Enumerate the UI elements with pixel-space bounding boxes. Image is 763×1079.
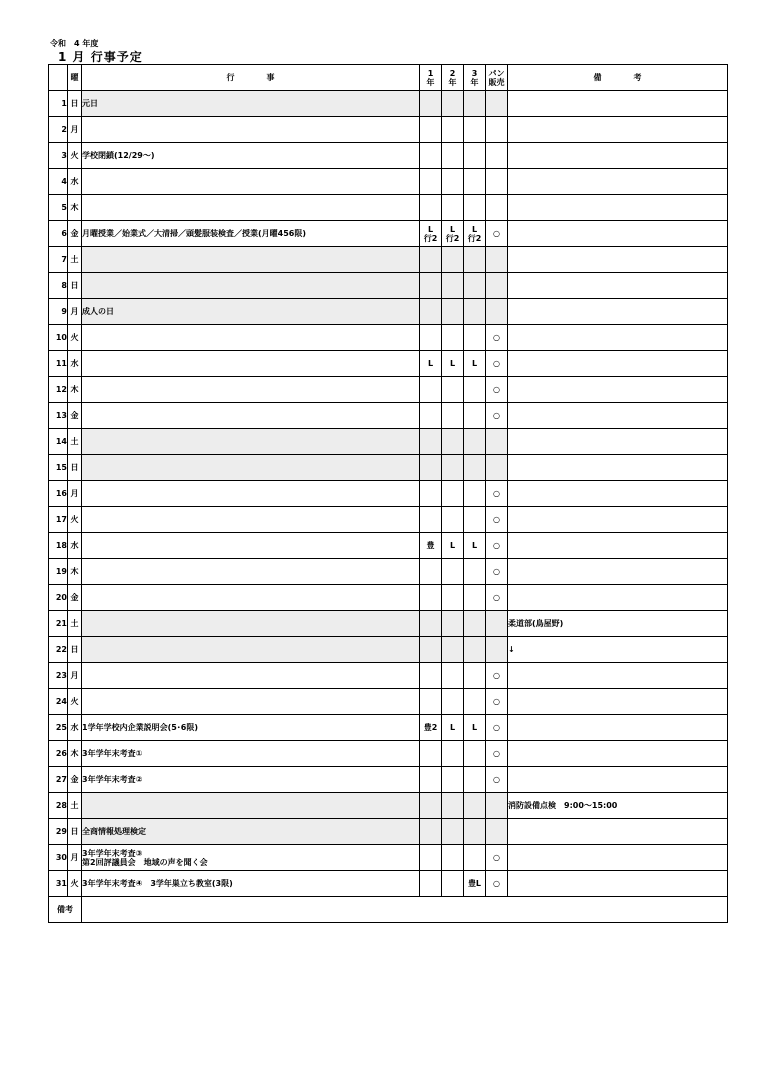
table-row [49,819,728,845]
day-cell: 31 [49,871,68,897]
year2-cell [442,637,464,663]
year3-cell [464,793,486,819]
bread-sale-cell [486,429,508,455]
year2-cell [442,273,464,299]
table-row [49,559,728,585]
note-cell [508,533,728,559]
note-cell [508,247,728,273]
bread-sale-cell [486,195,508,221]
year2-cell [442,689,464,715]
day-cell: 18 [49,533,68,559]
event-cell [82,507,420,533]
event-cell [82,429,420,455]
year3-cell [464,585,486,611]
table-row [49,143,728,169]
year1-cell [420,481,442,507]
note-cell [508,169,728,195]
bread-sale-cell: ○ [486,767,508,793]
year3-cell [464,637,486,663]
bread-sale-cell [486,455,508,481]
year3-cell: L [464,715,486,741]
note-cell [508,195,728,221]
year3-cell [464,91,486,117]
day-cell: 29 [49,819,68,845]
dow-cell: 水 [68,169,82,195]
dow-cell: 日 [68,455,82,481]
day-cell: 26 [49,741,68,767]
header-dow: 曜 [68,65,82,91]
header-year2: 2 年 [442,65,464,91]
day-cell: 17 [49,507,68,533]
note-cell [508,377,728,403]
year3-cell [464,819,486,845]
bread-sale-cell [486,91,508,117]
dow-cell: 金 [68,403,82,429]
note-cell [508,845,728,871]
dow-cell: 土 [68,429,82,455]
year2-cell: L [442,533,464,559]
bread-sale-cell [486,169,508,195]
table-row [49,325,728,351]
event-cell [82,377,420,403]
table-row [49,169,728,195]
year1-cell [420,273,442,299]
day-cell: 19 [49,559,68,585]
table-row [49,273,728,299]
table-row [49,429,728,455]
year1-cell [420,169,442,195]
year1-cell [420,585,442,611]
table-row [49,871,728,897]
table-row [49,793,728,819]
table-row [49,533,728,559]
event-cell [82,247,420,273]
event-cell [82,325,420,351]
header-day [49,65,68,91]
year1-cell [420,429,442,455]
event-cell [82,455,420,481]
year1-cell [420,611,442,637]
event-cell [82,481,420,507]
event-cell [82,611,420,637]
table-row [49,689,728,715]
year1-cell: L [420,351,442,377]
note-cell [508,273,728,299]
year1-cell [420,117,442,143]
fiscal-year-label: 令和 4 年度 [50,39,99,48]
table-row [49,91,728,117]
event-cell [82,663,420,689]
note-cell [508,689,728,715]
dow-cell: 火 [68,507,82,533]
note-cell [508,819,728,845]
day-cell: 15 [49,455,68,481]
dow-cell: 水 [68,715,82,741]
bread-sale-cell: ○ [486,741,508,767]
bread-sale-cell [486,637,508,663]
bread-sale-cell [486,611,508,637]
year1-cell [420,689,442,715]
table-row [49,403,728,429]
bread-sale-cell: ○ [486,533,508,559]
year2-cell [442,559,464,585]
note-cell [508,663,728,689]
note-cell [508,559,728,585]
year3-cell [464,663,486,689]
event-cell: 3年学年末考査④ 3学年巣立ち教室(3限) [82,871,420,897]
year2-cell: L 行2 [442,221,464,247]
bread-sale-cell: ○ [486,403,508,429]
note-cell [508,299,728,325]
dow-cell: 火 [68,143,82,169]
dow-cell: 月 [68,481,82,507]
year2-cell [442,325,464,351]
bread-sale-cell: ○ [486,715,508,741]
day-cell: 7 [49,247,68,273]
note-cell: ↓ [508,637,728,663]
year1-cell [420,195,442,221]
event-cell [82,351,420,377]
header-year3: 3 年 [464,65,486,91]
note-cell: 消防設備点検 9:00～15:00 [508,793,728,819]
note-cell [508,143,728,169]
dow-cell: 木 [68,741,82,767]
day-cell: 10 [49,325,68,351]
year2-cell [442,247,464,273]
bread-sale-cell: ○ [486,689,508,715]
note-cell [508,585,728,611]
year2-cell: L [442,351,464,377]
table-row [49,715,728,741]
bread-sale-cell: ○ [486,221,508,247]
year3-cell [464,845,486,871]
year2-cell [442,143,464,169]
year2-cell [442,611,464,637]
year3-cell [464,689,486,715]
dow-cell: 土 [68,247,82,273]
table-row [49,767,728,793]
bread-sale-cell: ○ [486,845,508,871]
note-cell [508,403,728,429]
dow-cell: 土 [68,611,82,637]
event-cell [82,273,420,299]
event-cell [82,169,420,195]
dow-cell: 水 [68,351,82,377]
event-cell: 元日 [82,91,420,117]
day-cell: 30 [49,845,68,871]
year3-cell: L [464,351,486,377]
note-cell [508,351,728,377]
remarks-row [49,897,728,923]
note-cell [508,429,728,455]
day-cell: 13 [49,403,68,429]
remarks-area [82,897,728,923]
dow-cell: 日 [68,637,82,663]
year3-cell [464,481,486,507]
year2-cell [442,91,464,117]
event-cell: 3年学年末考査① [82,741,420,767]
day-cell: 14 [49,429,68,455]
note-cell [508,715,728,741]
year3-cell [464,507,486,533]
year1-cell [420,507,442,533]
year3-cell [464,143,486,169]
year2-cell [442,299,464,325]
event-cell [82,793,420,819]
event-cell [82,117,420,143]
dow-cell: 木 [68,377,82,403]
year2-cell [442,429,464,455]
year2-cell [442,195,464,221]
dow-cell: 月 [68,845,82,871]
year3-cell [464,455,486,481]
note-cell [508,117,728,143]
year2-cell [442,819,464,845]
note-cell [508,871,728,897]
event-cell: 3年学年末考査② [82,767,420,793]
event-cell [82,637,420,663]
bread-sale-cell: ○ [486,663,508,689]
header-note: 備 考 [508,65,728,91]
bread-sale-cell: ○ [486,377,508,403]
year2-cell [442,663,464,689]
dow-cell: 火 [68,871,82,897]
dow-cell: 火 [68,689,82,715]
day-cell: 28 [49,793,68,819]
year2-cell [442,377,464,403]
dow-cell: 水 [68,533,82,559]
event-cell [82,195,420,221]
table-row [49,117,728,143]
bread-sale-cell: ○ [486,351,508,377]
year1-cell [420,663,442,689]
note-cell [508,221,728,247]
bread-sale-cell [486,143,508,169]
bread-sale-cell: ○ [486,507,508,533]
year2-cell [442,117,464,143]
year2-cell [442,455,464,481]
year1-cell [420,871,442,897]
year3-cell [464,559,486,585]
year2-cell [442,481,464,507]
year1-cell [420,377,442,403]
day-cell: 23 [49,663,68,689]
year1-cell: 豊2 [420,715,442,741]
remarks-label: 備考 [49,897,82,923]
year1-cell: 豊 [420,533,442,559]
day-cell: 9 [49,299,68,325]
year1-cell [420,455,442,481]
table-row [49,481,728,507]
bread-sale-cell: ○ [486,559,508,585]
event-cell: 3年学年末考査③ 第2回評議員会 地域の声を聞く会 [82,845,420,871]
event-cell: 全商情報処理検定 [82,819,420,845]
dow-cell: 土 [68,793,82,819]
year2-cell [442,507,464,533]
bread-sale-cell [486,819,508,845]
bread-sale-cell [486,793,508,819]
year3-cell [464,611,486,637]
table-row [49,377,728,403]
note-cell [508,325,728,351]
year3-cell [464,741,486,767]
year2-cell [442,767,464,793]
year3-cell: 豊L [464,871,486,897]
header-event: 行 事 [82,65,420,91]
dow-cell: 金 [68,767,82,793]
table-row [49,637,728,663]
day-cell: 2 [49,117,68,143]
event-cell [82,585,420,611]
bread-sale-cell [486,247,508,273]
day-cell: 25 [49,715,68,741]
event-cell: 1学年学校内企業説明会(5･6限) [82,715,420,741]
year3-cell [464,195,486,221]
year1-cell [420,637,442,663]
day-cell: 8 [49,273,68,299]
year3-cell [464,377,486,403]
table-row [49,221,728,247]
year3-cell [464,117,486,143]
year3-cell: L [464,533,486,559]
year2-cell [442,845,464,871]
note-cell [508,481,728,507]
year1-cell [420,91,442,117]
schedule-table [48,64,728,923]
dow-cell: 木 [68,195,82,221]
event-cell [82,689,420,715]
table-row [49,195,728,221]
year3-cell [464,403,486,429]
year3-cell: L 行2 [464,221,486,247]
year3-cell [464,325,486,351]
dow-cell: 日 [68,819,82,845]
year1-cell [420,299,442,325]
day-cell: 22 [49,637,68,663]
table-row [49,299,728,325]
table-row [49,663,728,689]
year1-cell [420,559,442,585]
dow-cell: 月 [68,663,82,689]
bread-sale-cell: ○ [486,325,508,351]
note-cell [508,741,728,767]
year2-cell: L [442,715,464,741]
year1-cell: L 行2 [420,221,442,247]
year1-cell [420,767,442,793]
table-row [49,455,728,481]
event-cell: 月曜授業／始業式／大清掃／頭髪服装検査／授業(月曜456限) [82,221,420,247]
event-cell: 成人の日 [82,299,420,325]
day-cell: 24 [49,689,68,715]
event-cell [82,559,420,585]
table-row [49,585,728,611]
table-row [49,741,728,767]
year3-cell [464,169,486,195]
note-cell [508,91,728,117]
day-cell: 16 [49,481,68,507]
bread-sale-cell: ○ [486,871,508,897]
year2-cell [442,741,464,767]
table-row [49,247,728,273]
day-cell: 4 [49,169,68,195]
event-cell [82,533,420,559]
day-cell: 21 [49,611,68,637]
year2-cell [442,793,464,819]
note-cell [508,455,728,481]
event-cell [82,403,420,429]
year1-cell [420,325,442,351]
year2-cell [442,403,464,429]
table-row [49,845,728,871]
note-cell: 柔道部(鳥屋野) [508,611,728,637]
day-cell: 3 [49,143,68,169]
dow-cell: 日 [68,273,82,299]
year2-cell [442,585,464,611]
table-row [49,507,728,533]
day-cell: 11 [49,351,68,377]
year1-cell [420,247,442,273]
dow-cell: 金 [68,585,82,611]
year2-cell [442,871,464,897]
year3-cell [464,767,486,793]
bread-sale-cell [486,273,508,299]
day-cell: 5 [49,195,68,221]
day-cell: 6 [49,221,68,247]
table-row [49,611,728,637]
year1-cell [420,793,442,819]
header-row [49,65,728,91]
year1-cell [420,741,442,767]
day-cell: 20 [49,585,68,611]
year3-cell [464,429,486,455]
year1-cell [420,143,442,169]
table-row [49,351,728,377]
year3-cell [464,273,486,299]
event-cell: 学校閉鎖(12/29～) [82,143,420,169]
year3-cell [464,247,486,273]
dow-cell: 月 [68,299,82,325]
header-bread-sale: パン 販売 [486,65,508,91]
bread-sale-cell [486,299,508,325]
year2-cell [442,169,464,195]
bread-sale-cell [486,117,508,143]
day-cell: 27 [49,767,68,793]
bread-sale-cell: ○ [486,585,508,611]
year1-cell [420,403,442,429]
dow-cell: 日 [68,91,82,117]
dow-cell: 火 [68,325,82,351]
header-year1: 1 年 [420,65,442,91]
note-cell [508,507,728,533]
dow-cell: 木 [68,559,82,585]
day-cell: 1 [49,91,68,117]
year1-cell [420,845,442,871]
dow-cell: 金 [68,221,82,247]
bread-sale-cell: ○ [486,481,508,507]
dow-cell: 月 [68,117,82,143]
year1-cell [420,819,442,845]
page-title: 1 月 行事予定 [58,50,143,64]
year3-cell [464,299,486,325]
day-cell: 12 [49,377,68,403]
note-cell [508,767,728,793]
